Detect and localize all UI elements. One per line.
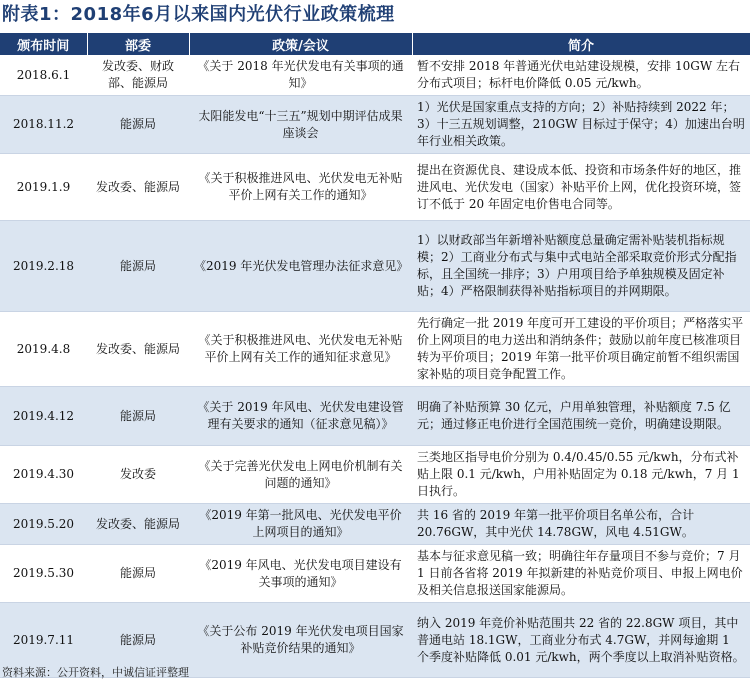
- row-summary: 1）以财政部当年新增补贴额度总量确定需补贴装机指标规模；2）工商业分布式与集中式电站全部采取竞价形式分配指标，且全国统一排序；3）户用项目给予单独规模及固定补贴；4）严格限制获得补贴指标项目的并网期限。: [412, 221, 750, 312]
- row-date: 2019.2.18: [0, 221, 87, 312]
- row-summary: 纳入 2019 年竞价补贴范围共 22 省的 22.8GW 项目，其中普通电站 18.1GW，工商业分布式 4.7GW，并网每逾期 1 个季度补贴降低 0.01 元/kwh，两个季度以上取消补贴资格。: [412, 603, 750, 678]
- row-date: 2019.4.8: [0, 312, 87, 387]
- row-dept: 发改委、能源局: [87, 154, 189, 221]
- header-summary: 简介: [412, 33, 750, 55]
- header-date: 颁布时间: [0, 33, 87, 55]
- row-date: 2018.11.2: [0, 96, 87, 154]
- row-date: 2019.7.11: [0, 603, 87, 678]
- row-policy: 《关于积极推进风电、光伏发电无补贴平价上网有关工作的通知》: [189, 154, 412, 221]
- row-dept: 发改委: [87, 446, 189, 504]
- row-policy: 《关于 2018 年光伏发电有关事项的通知》: [189, 55, 412, 96]
- row-summary: 1）光伏是国家重点支持的方向；2）补贴持续到 2022 年；3）十三五规划调整，210GW 目标过于保守；4）加速出台明年行业相关政策。: [412, 96, 750, 154]
- row-dept: 能源局: [87, 221, 189, 312]
- row-date: 2019.4.12: [0, 387, 87, 446]
- row-policy: 《关于完善光伏发电上网电价机制有关问题的通知》: [189, 446, 412, 504]
- row-policy: 太阳能发电“十三五”规划中期评估成果座谈会: [189, 96, 412, 154]
- row-dept: 发改委、财政部、能源局: [87, 55, 189, 96]
- header-policy: 政策/会议: [189, 33, 412, 55]
- source-note: 资料来源：公开资料，中诚信证评整理: [2, 666, 189, 679]
- row-summary: 先行确定一批 2019 年度可开工建设的平价项目；严格落实平价上网项目的电力送出和消纳条件；鼓励以前年度已核准项目转为平价项目；2019 年第一批平价项目确定前暂不组织需国家补贴的项目竞争配置工作。: [412, 312, 750, 387]
- row-dept: 能源局: [87, 387, 189, 446]
- row-policy: 《2019 年光伏发电管理办法征求意见》: [189, 221, 412, 312]
- row-summary: 提出在资源优良、建设成本低、投资和市场条件好的地区，推进风电、光伏发电（国家）补贴平价上网，优化投资环境，签订不低于 20 年固定电价售电合同等。: [412, 154, 750, 221]
- row-policy: 《2019 年第一批风电、光伏发电平价上网项目的通知》: [189, 504, 412, 545]
- table-row: [0, 312, 750, 387]
- row-policy: 《2019 年风电、光伏发电项目建设有关事项的通知》: [189, 545, 412, 603]
- header-dept: 部委: [87, 33, 189, 55]
- policy-table: [0, 33, 750, 678]
- row-summary: 基本与征求意见稿一致；明确往年存量项目不参与竞价；7 月 1 日前各省将 2019 年拟新建的补贴竞价项目、申报上网电价及相关信息报送国家能源局。: [412, 545, 750, 603]
- row-dept: 发改委、能源局: [87, 504, 189, 545]
- row-summary: 暂不安排 2018 年普通光伏电站建设规模，安排 10GW 左右分布式项目；标杆电价降低 0.05 元/kwh。: [412, 55, 750, 96]
- row-summary: 共 16 省的 2019 年第一批平价项目名单公布，合计 20.76GW，其中光伏 14.78GW，风电 4.51GW。: [412, 504, 750, 545]
- row-dept: 能源局: [87, 96, 189, 154]
- row-policy: 《关于 2019 年风电、光伏发电建设管理有关要求的通知（征求意见稿）》: [189, 387, 412, 446]
- row-summary: 明确了补贴预算 30 亿元，户用单独管理，补贴额度 7.5 亿元；通过修正电价进行全国范围统一竞价，明确建设期限。: [412, 387, 750, 446]
- table-row: [0, 55, 750, 96]
- row-date: 2018.6.1: [0, 55, 87, 96]
- table-row: [0, 504, 750, 545]
- row-date: 2019.5.20: [0, 504, 87, 545]
- row-date: 2019.4.30: [0, 446, 87, 504]
- row-policy: 《关于公布 2019 年光伏发电项目国家补贴竞价结果的通知》: [189, 603, 412, 678]
- row-date: 2019.5.30: [0, 545, 87, 603]
- row-dept: 能源局: [87, 603, 189, 678]
- table-row: [0, 221, 750, 312]
- table-header-row: [0, 33, 750, 55]
- table-row: [0, 446, 750, 504]
- row-dept: 能源局: [87, 545, 189, 603]
- row-dept: 发改委、能源局: [87, 312, 189, 387]
- table-row: [0, 96, 750, 154]
- table-row: [0, 387, 750, 446]
- page-title: 附表1：2018年6月以来国内光伏行业政策梳理: [2, 4, 395, 25]
- row-date: 2019.1.9: [0, 154, 87, 221]
- table-row: [0, 154, 750, 221]
- table-row: [0, 545, 750, 603]
- row-policy: 《关于积极推进风电、光伏发电无补贴平价上网有关工作的通知征求意见》: [189, 312, 412, 387]
- row-summary: 三类地区指导电价分别为 0.4/0.45/0.55 元/kwh，分布式补贴上限 0.1 元/kwh，户用补贴固定为 0.18 元/kwh，7 月 1 日执行。: [412, 446, 750, 504]
